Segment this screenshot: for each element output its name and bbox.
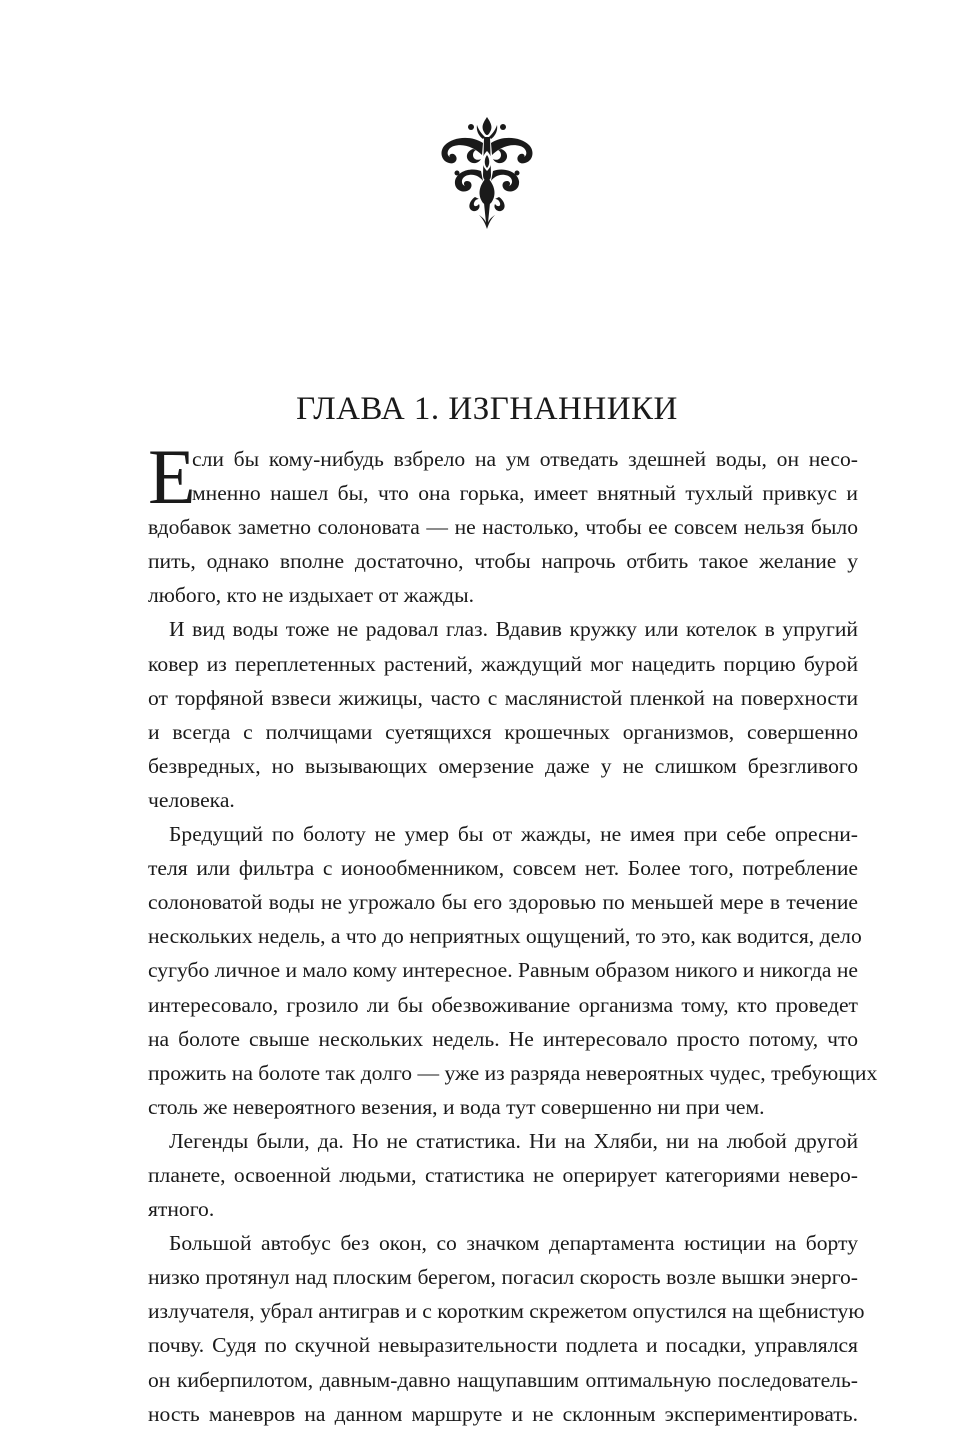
fleuron-ornament-icon (427, 115, 547, 230)
chapter-body (148, 433, 878, 1431)
text-line: человека. (148, 787, 235, 812)
text-line: пить, однако вполне достаточно, чтобы напрочь отбить такое желание у (148, 549, 858, 574)
text-line: любого, кто не издыхает от жажды. (148, 583, 475, 608)
text-line: почву. Судя по скучной невыразительности подлета и посадки, управлялся (148, 1333, 858, 1358)
text-line: столь же невероятного везения, и вода тут совершенно ни при чем. (148, 1094, 765, 1119)
text-line: ность маневров на данном маршруте и не склонным экспериментировать. (148, 1401, 858, 1426)
text-line: прожить на болоте так долго — уже из разряда невероятных чудес, требующих (148, 1060, 878, 1085)
text-line: нескольких недель, а что до неприятных ощущений, то это, как водится, дело (148, 924, 862, 949)
text-line: Большой автобус без окон, со значком департамента юстиции на борту (169, 1231, 858, 1256)
text-line: и всегда с полчищами суетящихся крошечных организмов, совершенно (148, 719, 858, 744)
paragraph-3 (148, 817, 878, 1124)
text-line: безвредных, но вызывающих омерзение даже у не слишком брезгливого (148, 753, 858, 778)
text-line: Легенды были, да. Но не статистика. Ни на Хляби, ни на любой другой (169, 1128, 858, 1153)
text-line: излучателя, убрал антиграв и с коротким скрежетом опустился на щебнистую (148, 1299, 865, 1324)
chapter-title: ГЛАВА 1. ИЗГНАННИКИ (296, 391, 678, 427)
text-line: планете, освоенной людьми, статистика не оперирует категориями невеpo- (148, 1162, 858, 1187)
text-line: сли бы кому-нибудь взбрело на ум отведать здешней воды, он несо- (192, 447, 858, 471)
text-line: низко протянул над плоским берегом, погасил скорость возле вышки энерго- (148, 1265, 858, 1290)
text-line: на болоте свыше нескольких недель. Не интересовало просто потому, что (148, 1026, 858, 1051)
text-line: Бредущий по болоту не умер бы от жажды, не имея при себе опресни- (169, 822, 858, 847)
text-line: мненно нашел бы, что она горька, имеет внятный тухлый привкус и (192, 481, 858, 506)
text-line: сугубо личное и мало кому интересное. Равным образом никого и никогда не (148, 958, 858, 983)
text-line: И вид воды тоже не радовал глаз. Вдавив кружку или котелок в упругий (169, 617, 858, 642)
text-line: ятного. (148, 1197, 215, 1222)
text-line: он киберпилотом, давным-давно нащупавшим оптимальную последователь- (148, 1367, 858, 1392)
paragraph-5 (148, 1226, 865, 1431)
drop-cap: Е (148, 433, 196, 520)
text-line: вдобавок заметно солоновата — не настолько, чтобы ее совсем нельзя было (148, 515, 858, 540)
paragraph-1 (148, 433, 858, 612)
text-line: от торфяной взвеси жижицы, часто с маслянистой пленкой на поверхности (148, 685, 858, 710)
text-line: ковер из переплетенных растений, жаждущий мог нацедить порцию бурой (148, 651, 858, 676)
text-line: теля или фильтра с ионообменником, совсем нет. Более того, потребление (148, 856, 858, 881)
text-line: интересовало, грозило ли бы обезвоживание организма тому, кто проведет (148, 992, 858, 1017)
text-line: солоноватой воды не угрожало бы его здоровью по меньшей мере в течение (148, 890, 858, 915)
paragraph-4 (148, 1124, 858, 1226)
paragraph-2 (148, 612, 858, 817)
